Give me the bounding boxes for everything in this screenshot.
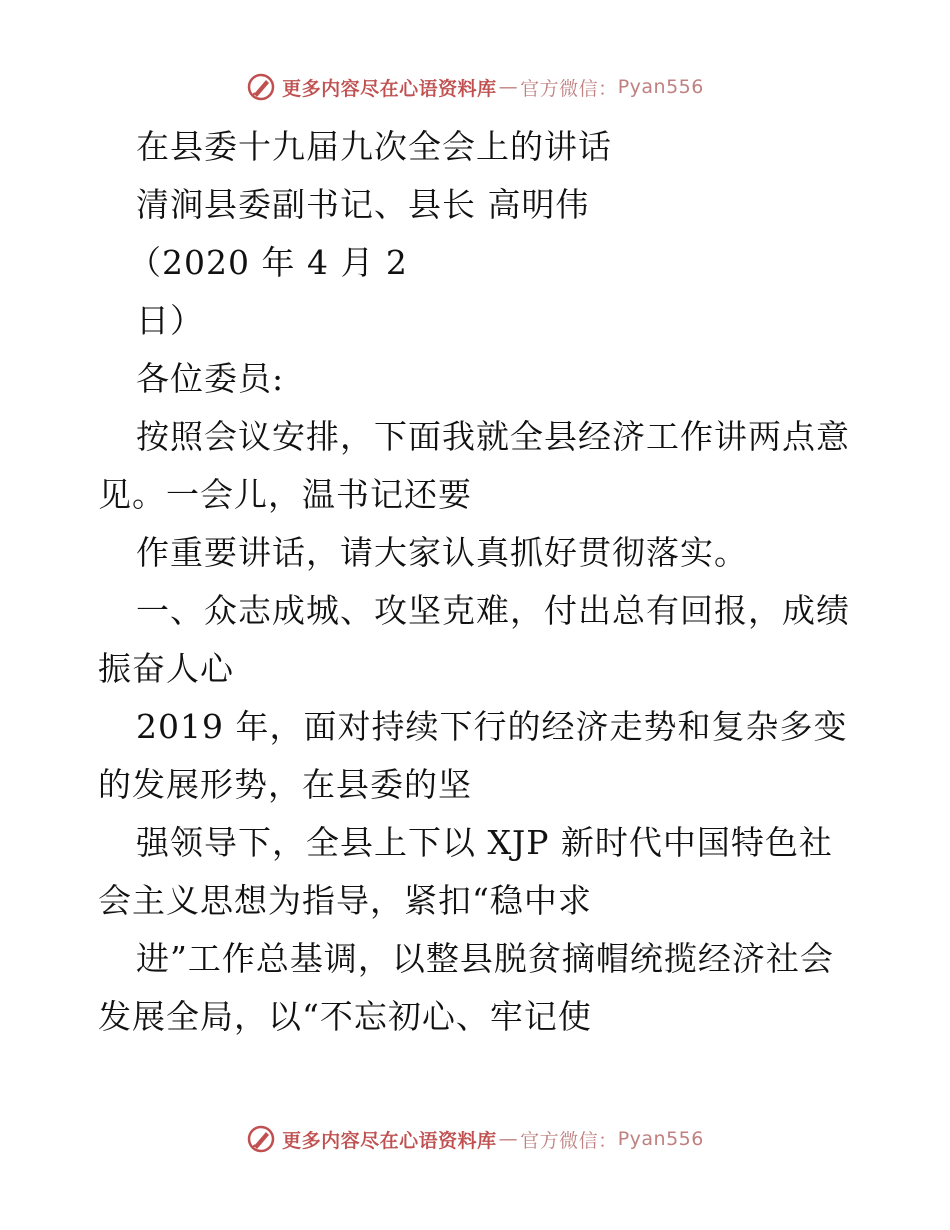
paragraph-line: 作重要讲话，请大家认真抓好贯彻落实。 <box>136 533 748 572</box>
watermark-wechat-id: Pyan556 <box>617 76 704 98</box>
stamp-pen-icon <box>246 1124 276 1154</box>
salutation: 各位委员: <box>136 359 285 398</box>
footer-watermark <box>0 1124 950 1154</box>
paragraph-line: 强领导下，全县上下以 XJP 新时代中国特色社 <box>136 823 833 862</box>
document-title: 在县委十九届九次全会上的讲话 <box>136 127 612 166</box>
paragraph-line: 的发展形势，在县委的坚 <box>98 765 472 804</box>
watermark-brand: 更多内容尽在心语资料库 <box>282 77 497 100</box>
section-heading: 一、众志成城、攻坚克难，付出总有回报，成绩 <box>136 591 850 630</box>
header-watermark <box>0 72 950 102</box>
document-date-part1: （2020 年 4 月 2 <box>128 243 408 282</box>
paragraph-line: 按照会议安排，下面我就全县经济工作讲两点意 <box>136 417 850 456</box>
paragraph-line: 见。一会儿，温书记还要 <box>98 475 472 514</box>
paragraph-line: 进”工作总基调，以整县脱贫摘帽统揽经济社会 <box>136 939 834 978</box>
watermark-label: 官方微信： <box>520 77 618 100</box>
watermark-wechat-id: Pyan556 <box>617 1128 704 1150</box>
watermark-separator: — <box>498 76 519 98</box>
watermark-brand: 更多内容尽在心语资料库 <box>282 1129 497 1152</box>
document-body <box>98 118 858 1046</box>
stamp-pen-icon <box>246 72 276 102</box>
watermark-label: 官方微信： <box>520 1129 618 1152</box>
paragraph-line: 会主义思想为指导，紧扣“稳中求 <box>98 881 592 920</box>
document-date-part2: 日） <box>136 301 204 340</box>
watermark-separator: — <box>498 1128 519 1150</box>
paragraph-line: 发展全局，以“不忘初心、牢记使 <box>98 997 592 1036</box>
paragraph-line: 2019 年，面对持续下行的经济走势和复杂多变 <box>136 707 848 746</box>
document-author: 清涧县委副书记、县长 高明伟 <box>136 185 590 224</box>
section-heading-cont: 振奋人心 <box>98 649 234 688</box>
